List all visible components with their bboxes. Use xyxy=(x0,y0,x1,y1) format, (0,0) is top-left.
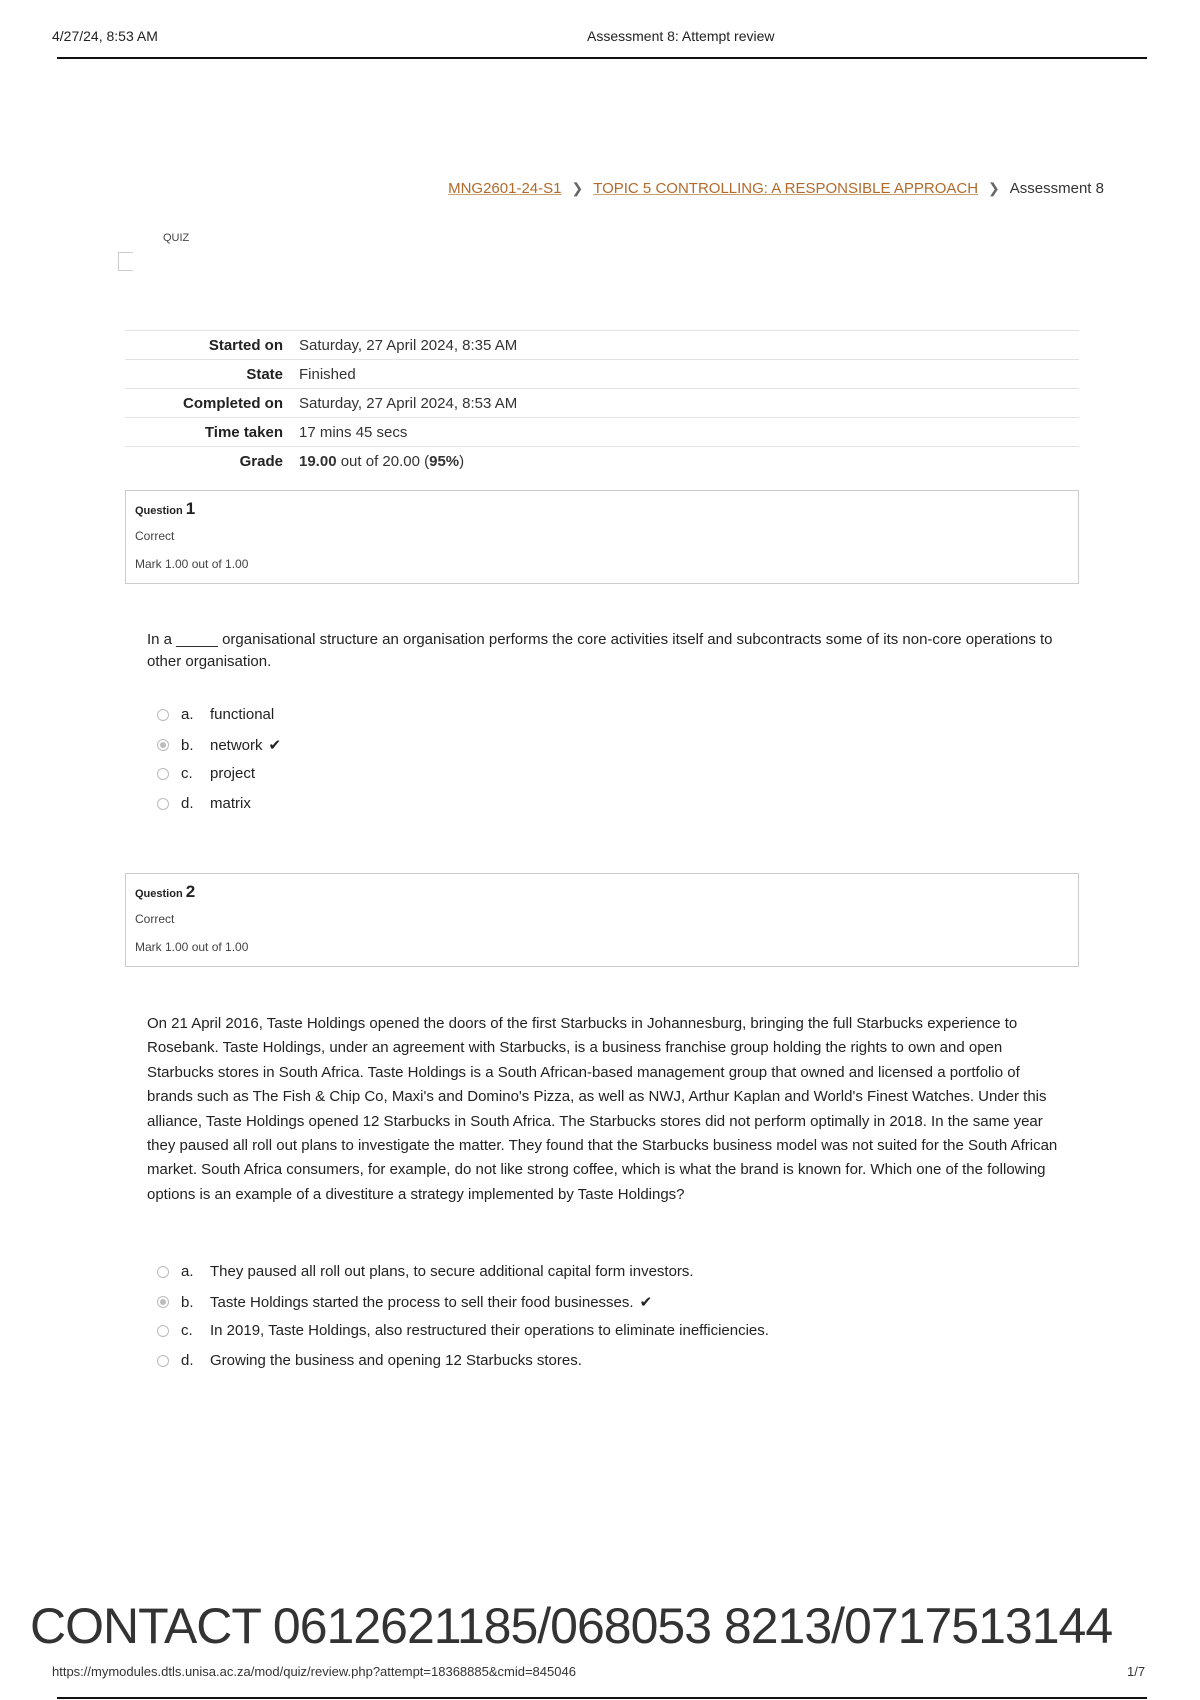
option-letter: b. xyxy=(181,736,194,754)
answer-option[interactable] xyxy=(157,1263,694,1280)
radio-button[interactable] xyxy=(157,1325,169,1337)
chevron-right-icon: ❯ xyxy=(988,180,1000,196)
option-letter: b. xyxy=(181,1293,194,1311)
radio-button[interactable] xyxy=(157,768,169,780)
radio-button[interactable] xyxy=(157,798,169,810)
question-1-text: In a _____ organisational structure an organisation performs the core activities itself and subcontracts some of its non-core operations to other organisation. xyxy=(147,631,1053,670)
quiz-icon xyxy=(118,252,133,271)
option-text: They paused all roll out plans, to secure additional capital form investors. xyxy=(210,1263,694,1280)
contact-watermark: CONTACT 0612621185/068053 8213/0717513144 xyxy=(30,1598,1113,1654)
answer-option[interactable] xyxy=(157,795,251,812)
grade-out-of: out of 20.00 ( xyxy=(336,452,430,470)
question-2-info xyxy=(125,873,1079,967)
question-mark: Mark 1.00 out of 1.00 xyxy=(135,557,249,571)
option-letter: c. xyxy=(181,765,193,782)
checkmark-icon: ✔ xyxy=(268,737,282,754)
question-number xyxy=(135,882,195,902)
question-label: Question xyxy=(135,505,183,517)
summary-value: Saturday, 27 April 2024, 8:53 AM xyxy=(291,389,1079,418)
print-title: Assessment 8: Attempt review xyxy=(587,28,775,44)
summary-key: Started on xyxy=(125,331,291,360)
answer-option[interactable] xyxy=(157,765,255,782)
breadcrumb-course-link[interactable]: MNG2601-24-S1 xyxy=(448,180,562,197)
question-label: Question xyxy=(135,888,183,900)
option-text: project xyxy=(210,765,256,782)
summary-value: Finished xyxy=(291,360,1079,389)
radio-button-selected[interactable] xyxy=(157,1296,169,1308)
option-letter: d. xyxy=(181,1352,194,1369)
option-letter: a. xyxy=(181,706,194,723)
print-footer-url: https://mymodules.dtls.unisa.ac.za/mod/quiz/review.php?attempt=18368885&cmid=845046 xyxy=(52,1664,576,1679)
quiz-label: QUIZ xyxy=(163,232,190,244)
breadcrumb-topic-link[interactable]: TOPIC 5 CONTROLLING: A RESPONSIBLE APPROACH xyxy=(593,180,979,197)
summary-key: Completed on xyxy=(125,389,291,418)
option-text: Taste Holdings started the process to sell their food businesses. xyxy=(210,1293,634,1311)
radio-button[interactable] xyxy=(157,1355,169,1367)
question-status: Correct xyxy=(135,529,175,543)
summary-value: Saturday, 27 April 2024, 8:35 AM xyxy=(291,331,1079,360)
question-number xyxy=(135,499,195,519)
summary-row xyxy=(125,418,1079,447)
attempt-summary-table xyxy=(125,330,1079,475)
summary-row xyxy=(125,447,1079,476)
answer-option[interactable] xyxy=(157,1352,582,1369)
option-text: functional xyxy=(210,706,275,723)
answer-option[interactable] xyxy=(157,736,281,754)
option-text: In 2019, Taste Holdings, also restructured their operations to eliminate inefficiencies. xyxy=(210,1322,769,1339)
grade-percent: 95% xyxy=(429,452,460,470)
chevron-right-icon: ❯ xyxy=(571,180,584,196)
summary-key: Grade xyxy=(125,447,291,476)
option-text: network xyxy=(210,736,263,754)
answer-option[interactable] xyxy=(157,1293,652,1311)
answer-option[interactable] xyxy=(157,706,274,723)
question-2-text: On 21 April 2016, Taste Holdings opened the doors of the first Starbucks in Johannesburg, bringing the full Starbucks experience to Rosebank. Taste Holdings, under an agreement with Starbucks, is a business franchise group holding the rights to own and open Starbucks stores in South Africa. Taste Holdings is a South African-based management group that owned and licensed a portfolio of brands such as The Fish & Chip Co, Maxi's and Domino's Pizza, as well as NWJ, Arthur Kaplan and World's Finest Watches. Under this alliance, Taste Holdings opened 12 Starbucks in South Africa. The Starbucks stores did not perform optimally in 2018. In the same year they paused all roll out plans to investigate the matter. They found that the Starbucks business model was not suited for the South African market. South Africa consumers, for example, do not like strong coffee, which is what the brand is known for. Which one of the following options is an example of a divestiture a strategy implemented by Taste Holdings? xyxy=(147,1015,1058,1203)
option-letter: c. xyxy=(181,1322,193,1339)
radio-button-selected[interactable] xyxy=(157,739,169,751)
footer-divider xyxy=(57,1697,1147,1699)
question-num: 2 xyxy=(185,882,196,901)
summary-key: State xyxy=(125,360,291,389)
page-number: 1/7 xyxy=(1127,1664,1146,1679)
radio-button[interactable] xyxy=(157,1266,169,1278)
answer-option[interactable] xyxy=(157,1322,769,1339)
summary-key: Time taken xyxy=(125,418,291,447)
question-1-info xyxy=(125,490,1079,584)
breadcrumb-current: Assessment 8 xyxy=(1009,180,1104,197)
summary-row xyxy=(125,331,1079,360)
breadcrumb xyxy=(448,180,1104,197)
grade-close: ) xyxy=(459,452,465,470)
print-datetime: 4/27/24, 8:53 AM xyxy=(52,28,158,44)
option-letter: d. xyxy=(181,795,194,812)
summary-value: 17 mins 45 secs xyxy=(291,418,1079,447)
grade-value xyxy=(291,447,1079,476)
question-num: 1 xyxy=(185,499,196,518)
radio-button[interactable] xyxy=(157,709,169,721)
option-text: Growing the business and opening 12 Starbucks stores. xyxy=(210,1352,582,1369)
summary-row xyxy=(125,389,1079,418)
question-status: Correct xyxy=(135,912,175,926)
option-text: matrix xyxy=(210,795,251,812)
question-mark: Mark 1.00 out of 1.00 xyxy=(135,940,249,954)
summary-row xyxy=(125,360,1079,389)
checkmark-icon: ✔ xyxy=(639,1294,653,1311)
grade-score: 19.00 xyxy=(299,452,337,470)
header-divider xyxy=(57,57,1147,59)
option-letter: a. xyxy=(181,1263,194,1280)
